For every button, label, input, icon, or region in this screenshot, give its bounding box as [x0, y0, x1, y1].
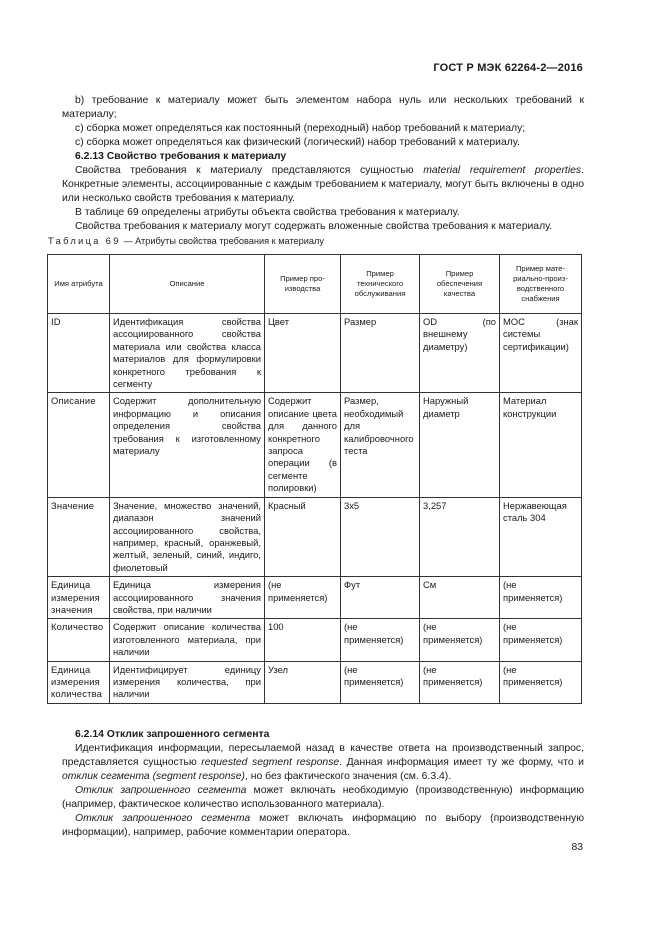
table-cell: Содержит дополнительную информацию и описания определения свойства требования к изготовленному материалу	[110, 393, 265, 497]
table-cell: Идентификация свойства ассоциированного свойства материала или свойства класса материалов для формулировки конкретного требования к сегменту	[110, 314, 265, 393]
table-cell: Описание	[48, 393, 110, 497]
table-cell: Единица измерения количества	[48, 661, 110, 703]
text-run: может включать необходимую (производственную) информацию (например, фактическое количество использованного материала).	[62, 785, 585, 810]
table-cell: Цвет	[265, 314, 341, 393]
table-row	[48, 661, 582, 703]
table-caption-label: Таблица 69	[48, 236, 121, 246]
table-cell: MOC (знак системы сертификации)	[500, 314, 582, 393]
column-header: Пример технического обслуживания	[341, 255, 420, 314]
section-6214-paragraph-3	[62, 812, 584, 840]
page-number: 83	[571, 842, 583, 853]
section-6213-paragraph-1	[62, 164, 584, 206]
section-heading-6213: 6.2.13 Свойство требования к материалу	[75, 151, 287, 162]
term-italic: Отклик запрошенного сегмента	[75, 813, 251, 824]
table-header-row	[48, 255, 582, 314]
text-run: . Конкретные элементы, ассоциированные с каждым требованием к материалу, могут быть включены в одно или несколько свойств требования к материалу.	[62, 165, 584, 204]
table-cell: OD (по внешнему диаметру)	[420, 314, 500, 393]
column-header: Имя атрибута	[48, 255, 110, 314]
table-cell: (не применяется)	[500, 577, 582, 619]
table-cell: Красный	[265, 497, 341, 576]
table-row	[48, 314, 582, 393]
table-cell: Наружный диаметр	[420, 393, 500, 497]
table-cell: Содержит описание цвета для данного конкретного запроса операции (в сегменте полировки)	[265, 393, 341, 497]
table-cell: Фут	[341, 577, 420, 619]
column-header: Пример мате-риально-произ-водственного снабжения	[500, 255, 582, 314]
section-6213-paragraph-2: В таблице 69 определены атрибуты объекта свойства требования к материалу.	[75, 207, 460, 218]
text-run: Идентификация информации, пересылаемой назад в качестве ответа на производственный запрос, представляется сущностью	[62, 743, 584, 768]
list-item-c2: с) сборка может определяться как физический (логический) набор требований к материалу.	[75, 137, 520, 148]
section-heading-6214: 6.2.14 Отклик запрошенного сегмента	[75, 729, 270, 740]
term-italic: Отклик запрошенного сегмента	[75, 785, 247, 796]
table-row	[48, 577, 582, 619]
table-cell: Единица измерения ассоциированного значения свойства, при наличии	[110, 577, 265, 619]
intro-block	[62, 94, 584, 234]
term-italic: отклик сегмента (segment response)	[62, 771, 245, 782]
table-caption	[48, 236, 324, 246]
table-cell: (не применяется)	[500, 661, 582, 703]
text-run: . Данная информация имеет ту же форму, что и	[339, 757, 584, 768]
column-header: Описание	[110, 255, 265, 314]
table-cell: Значение, множество значений, диапазон значений ассоциированного свойства, например, красный, оранжевый, желтый, зеленый, синий, индиго, фиолетовый	[110, 497, 265, 576]
table-cell: Размер, необходимый для калибровочного теста	[341, 393, 420, 497]
list-item-c1: c) сборка может определяться как постоянный (переходный) набор требований к материалу;	[75, 123, 526, 134]
section-6214-paragraph-2	[62, 784, 584, 812]
section-6214-block	[62, 728, 584, 840]
text-run: может включать информацию по выбору (производственную информации), например, рабочие комментарии оператора.	[62, 813, 584, 838]
table-cell: Нержавеющая сталь 304	[500, 497, 582, 576]
attributes-table	[47, 254, 582, 704]
table-cell: (не применяется)	[500, 619, 582, 661]
term-italic: material requirement properties	[423, 165, 582, 176]
table-cell: 100	[265, 619, 341, 661]
table-cell: Узел	[265, 661, 341, 703]
table-cell: Количество	[48, 619, 110, 661]
table-cell: (не применяется)	[341, 619, 420, 661]
table-row	[48, 619, 582, 661]
column-header: Пример про-изводства	[265, 255, 341, 314]
table-cell: Идентифицирует единицу измерения количества, при наличии	[110, 661, 265, 703]
text-run: Свойства требования к материалу представляются сущностью	[75, 165, 424, 176]
table-cell: (не применяется)	[420, 661, 500, 703]
table-cell: Размер	[341, 314, 420, 393]
table-cell: 3x5	[341, 497, 420, 576]
table-cell: (не применяется)	[341, 661, 420, 703]
list-item-b: b) требование к материалу может быть элементом набора нуль или нескольких требований к материалу;	[62, 95, 584, 120]
section-6214-paragraph-1	[62, 742, 584, 784]
document-header: ГОСТ Р МЭК 62264-2—2016	[433, 62, 583, 74]
table-cell: ID	[48, 314, 110, 393]
table-caption-text: — Атрибуты свойства требования к материалу	[120, 236, 324, 246]
table-row	[48, 393, 582, 497]
table-cell: (не применяется)	[420, 619, 500, 661]
table-cell: Материал конструкции	[500, 393, 582, 497]
section-6213-paragraph-3: Свойства требования к материалу могут содержать вложенные свойства требования к материалу.	[75, 221, 553, 232]
table-cell: Содержит описание количества изготовленного материала, при наличии	[110, 619, 265, 661]
text-run: , но без фактического значения (см. 6.3.4).	[244, 771, 452, 782]
table-cell: (не применяется)	[265, 577, 341, 619]
column-header: Пример обеспечения качества	[420, 255, 500, 314]
table-cell: Единица измерения значения	[48, 577, 110, 619]
table-cell: 3,257	[420, 497, 500, 576]
term-italic: requested segment response	[201, 757, 340, 768]
table-cell: Значение	[48, 497, 110, 576]
table-cell: См	[420, 577, 500, 619]
table-row	[48, 497, 582, 576]
